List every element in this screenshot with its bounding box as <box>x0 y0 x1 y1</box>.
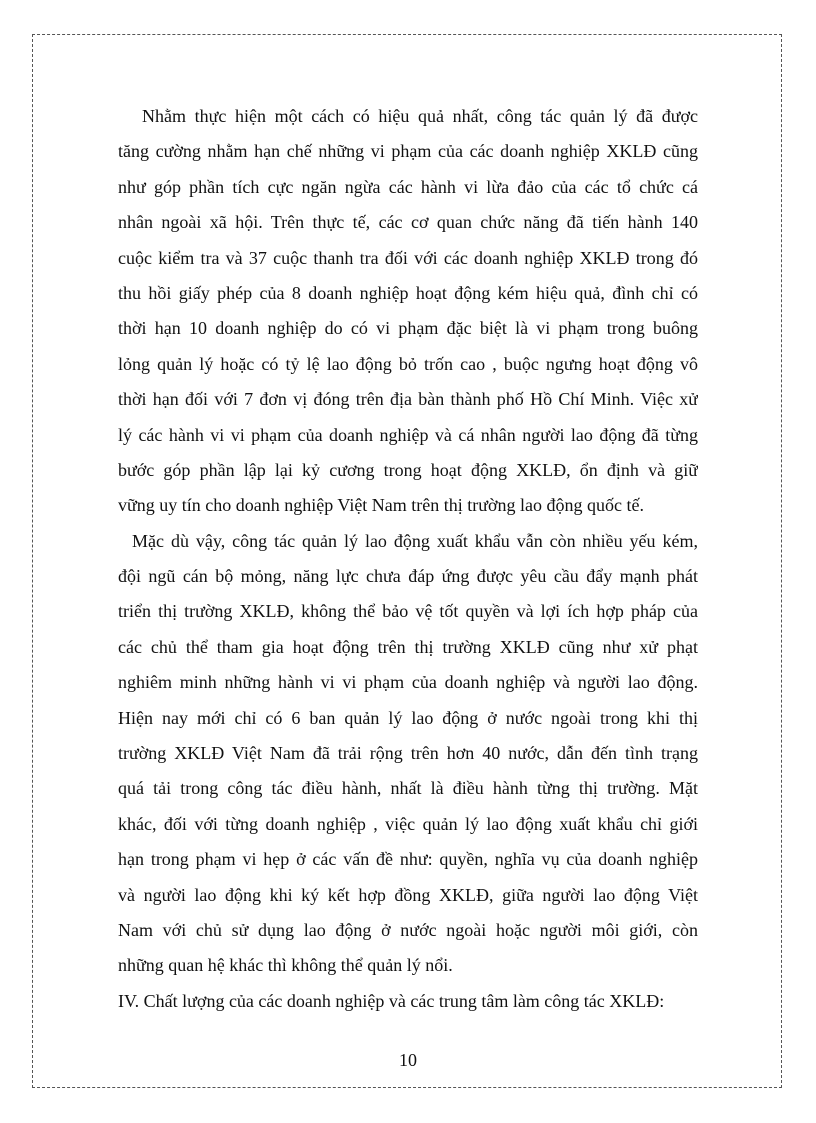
text-line: và người lao động khi ký kết hợp đồng XKLĐ, giữa người lao động Việt <box>118 884 698 905</box>
text-line: lý các hành vi vi phạm của doanh nghiệp và cá nhân người lao động đã từng <box>118 424 698 445</box>
text-line: các chủ thể tham gia hoạt động trên thị trường XKLĐ cũng như xử phạt <box>118 636 698 657</box>
text-line: quá tải trong công tác điều hành, nhất là điều hành từng thị trường. Mặt <box>118 778 698 799</box>
document-body <box>118 99 698 1019</box>
text-line: cuộc kiểm tra và 37 cuộc thanh tra đối với các doanh nghiệp XKLĐ trong đó <box>118 247 698 268</box>
paragraph-management-weaknesses <box>118 524 698 984</box>
page-number: 10 <box>399 1050 417 1070</box>
text-line: Nhằm thực hiện một cách có hiệu quả nhất, công tác quản lý đã được <box>142 106 698 126</box>
text-line: thời hạn 10 doanh nghiệp do có vi phạm đặc biệt là vi phạm trong buông <box>118 318 698 339</box>
text-line: thời hạn đối với 7 đơn vị đóng trên địa bàn thành phố Hồ Chí Minh. Việc xử <box>118 389 698 410</box>
text-line: triển thị trường XKLĐ, không thể bảo vệ tốt quyền và lợi ích hợp pháp của <box>118 601 698 622</box>
text-line: hạn trong phạm vi hẹp ở các vấn đề như: quyền, nghĩa vụ của doanh nghiệp <box>118 849 698 870</box>
text-line: Nam với chủ sử dụng lao động ở nước ngoài hoặc người môi giới, còn <box>118 919 698 940</box>
text-line: thu hồi giấy phép của 8 doanh nghiệp hoạt động kém hiệu quả, đình chỉ có <box>118 282 698 303</box>
text-line: tăng cường nhằm hạn chế những vi phạm của các doanh nghiệp XKLĐ cũng <box>118 141 698 162</box>
text-line: như góp phần tích cực ngăn ngừa các hành vi lừa đảo của các tổ chức cá <box>118 176 698 197</box>
text-line: trường XKLĐ Việt Nam đã trải rộng trên hơn 40 nước, dẫn đến tình trạng <box>118 743 698 764</box>
text-line: nhân ngoài xã hội. Trên thực tế, các cơ quan chức năng đã tiến hành 140 <box>118 212 698 233</box>
text-line: vững uy tín cho doanh nghiệp Việt Nam trên thị trường lao động quốc tế. <box>118 495 645 516</box>
text-line: lỏng quản lý hoặc có tỷ lệ lao động bỏ trốn cao , buộc ngưng hoạt động vô <box>118 353 698 374</box>
text-line: Mặc dù vậy, công tác quản lý lao động xuất khẩu vẫn còn nhiều yếu kém, <box>132 530 698 551</box>
section-heading: IV. Chất lượng của các doanh nghiệp và các trung tâm làm công tác XKLĐ: <box>118 990 665 1011</box>
paragraph-management-results <box>118 99 698 524</box>
text-line: bước góp phần lập lại kỷ cương trong hoạt động XKLĐ, ổn định và giữ <box>118 459 698 480</box>
text-line: Hiện nay mới chỉ có 6 ban quản lý lao động ở nước ngoài trong khi thị <box>118 707 698 728</box>
text-line: đội ngũ cán bộ mỏng, năng lực chưa đáp ứng được yêu cầu đẩy mạnh phát <box>118 566 698 587</box>
text-line: khác, đối với từng doanh nghiệp , việc quản lý lao động xuất khẩu chỉ giới <box>118 813 698 834</box>
text-line: nghiêm minh những hành vi vi phạm của doanh nghiệp và người lao động. <box>118 672 698 693</box>
text-line: những quan hệ khác thì không thể quản lý nổi. <box>118 955 453 976</box>
